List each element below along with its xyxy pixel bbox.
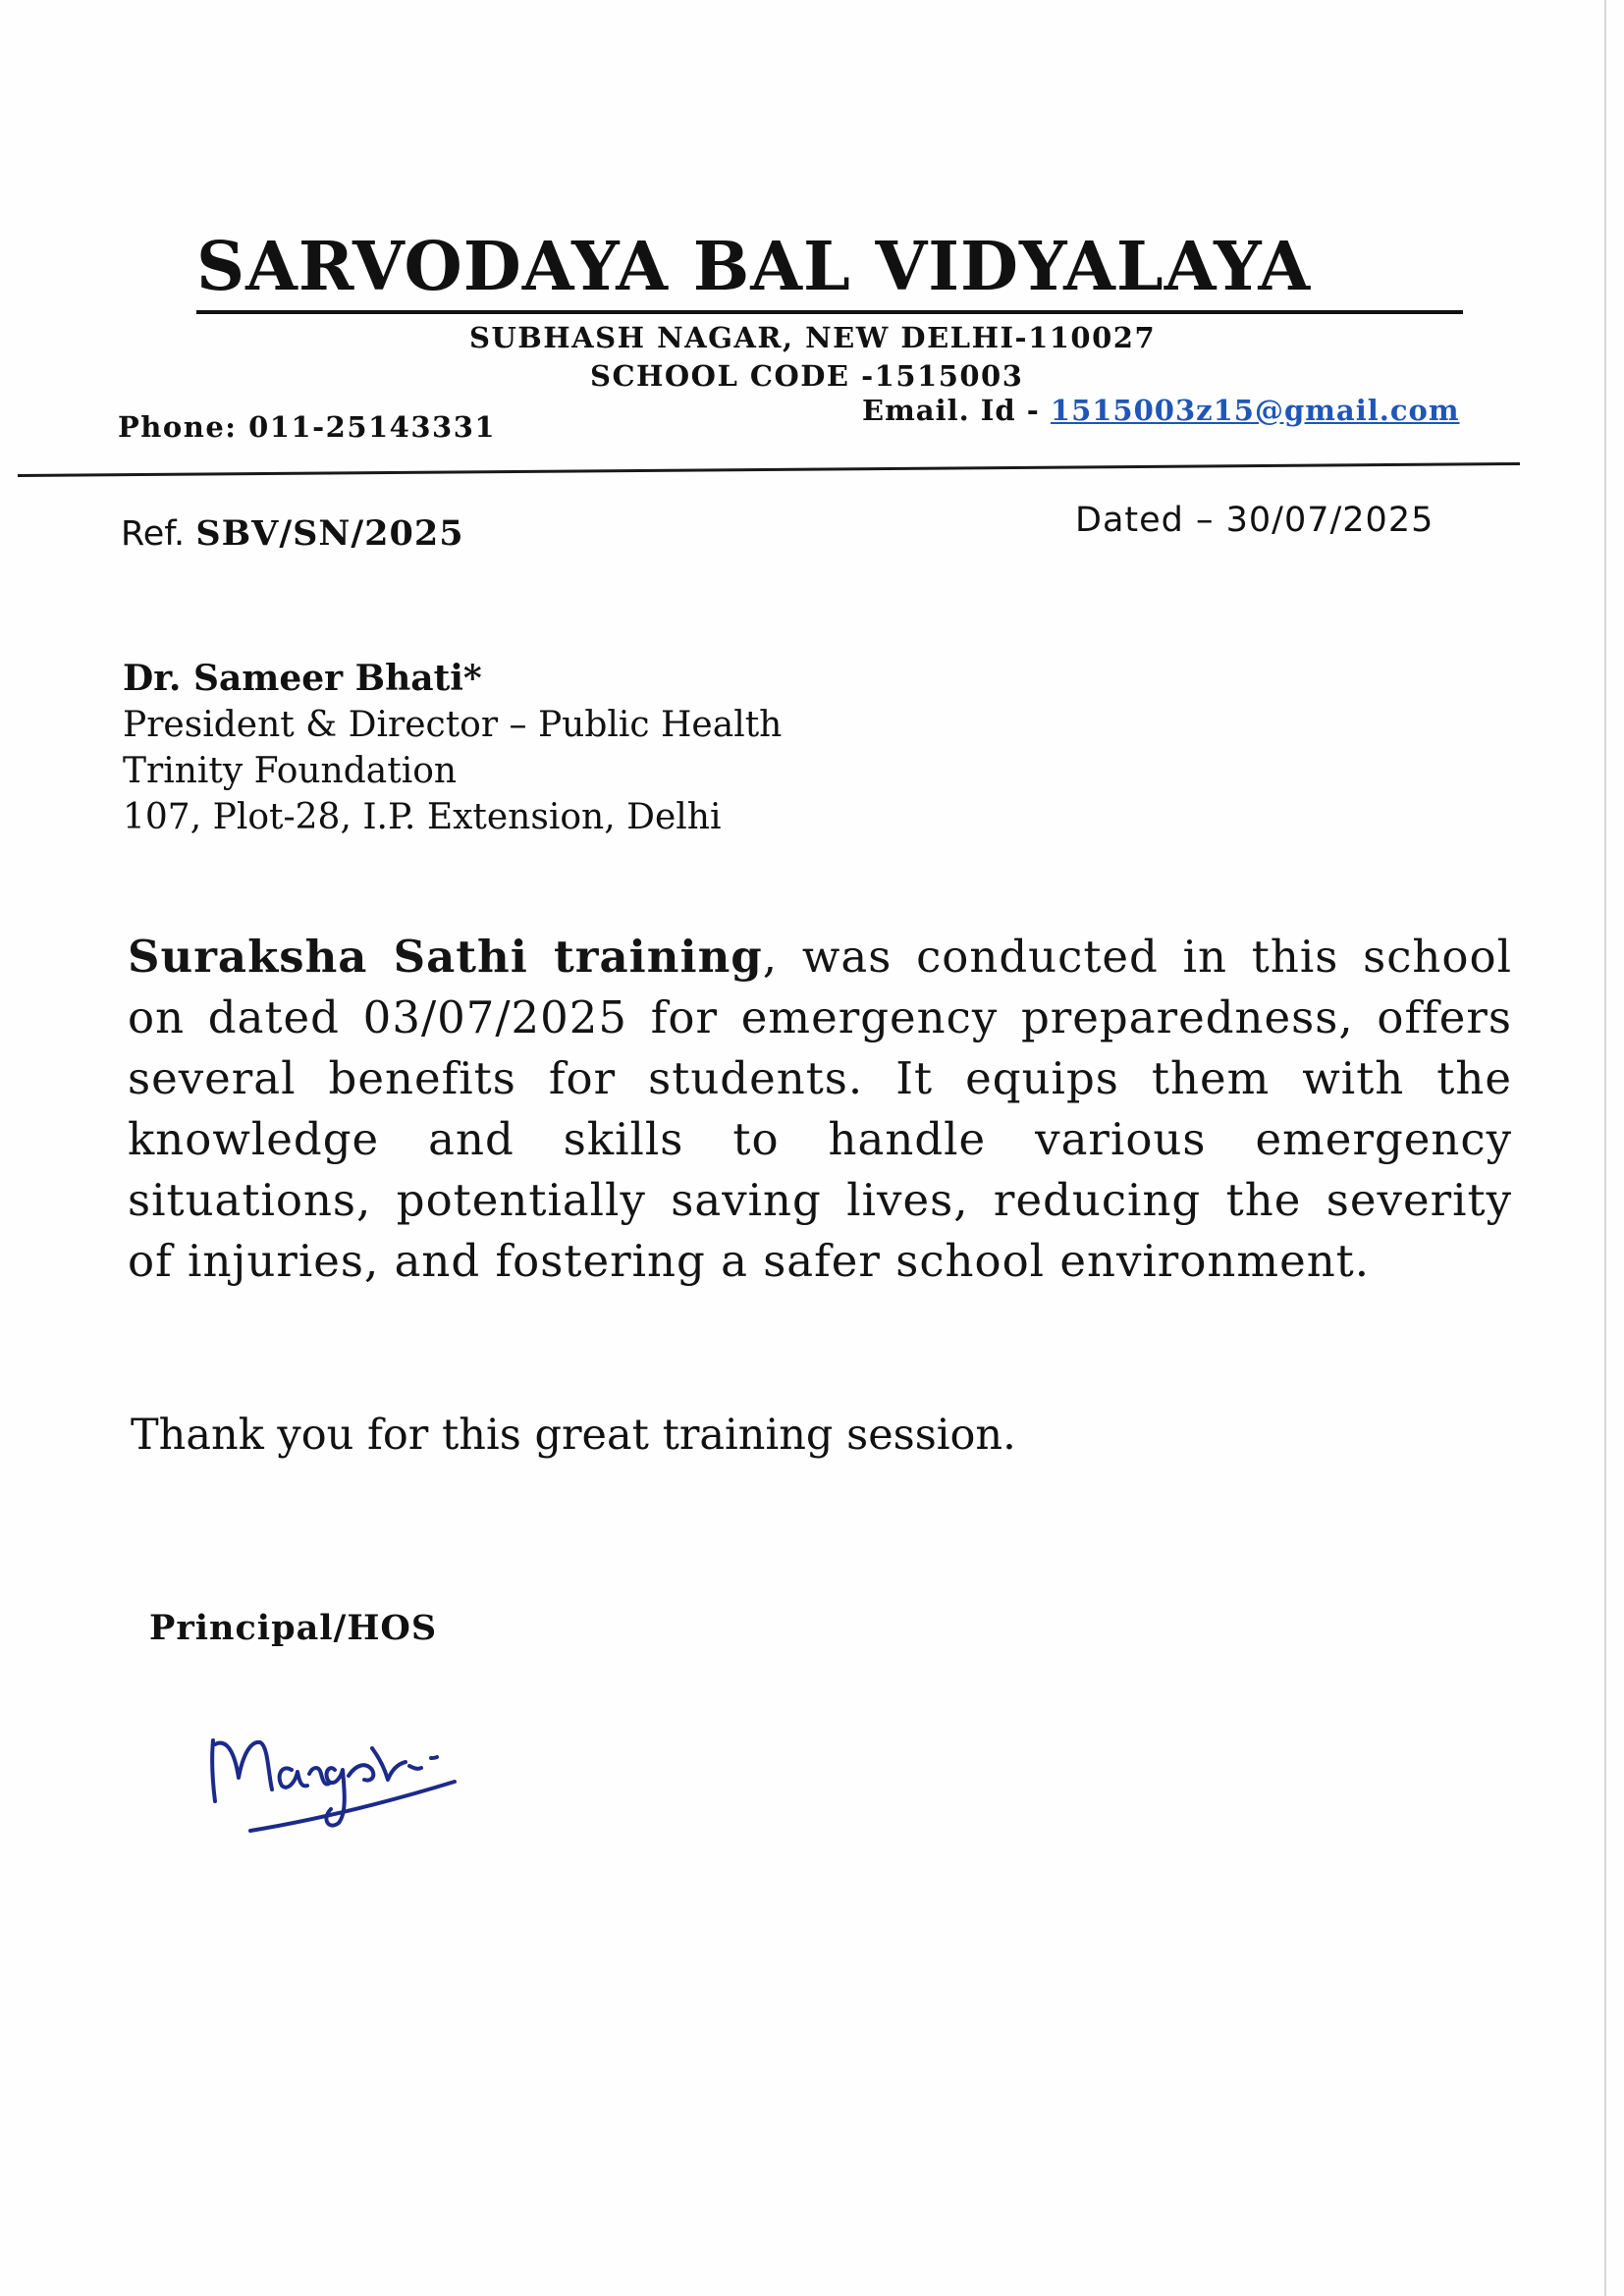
recipient-designation: President & Director – Public Health bbox=[123, 705, 783, 745]
school-name: SARVODAYA BAL VIDYALAYA bbox=[196, 228, 1312, 306]
email-label: Email. Id - bbox=[862, 394, 1051, 427]
body-text: , was conducted in this school on dated 03/07/2025 for emergency preparedness, offers several benefits for students. It equips them with the knowledge and skills to handle various emergency situations, potentially saving lives, reducing the severity of injuries, and fostering a safer school environment. bbox=[128, 931, 1512, 1287]
ref-label: Ref. bbox=[121, 514, 196, 554]
reference-line bbox=[121, 513, 464, 554]
school-address: SUBHASH NAGAR, NEW DELHI-110027 bbox=[469, 321, 1157, 354]
email-link[interactable]: 1515003z15@gmail.com bbox=[1050, 394, 1460, 427]
school-code: SCHOOL CODE -1515003 bbox=[590, 359, 1024, 393]
signatory-title: Principal/HOS bbox=[149, 1608, 438, 1648]
body-lead: Suraksha Sathi training bbox=[128, 931, 763, 983]
recipient-name: Dr. Sameer Bhati* bbox=[123, 658, 482, 699]
letter-date: Dated – 30/07/2025 bbox=[1075, 501, 1435, 540]
recipient-address: 107, Plot-28, I.P. Extension, Delhi bbox=[123, 797, 722, 837]
school-name-underline bbox=[196, 310, 1463, 314]
ref-number: SBV/SN/2025 bbox=[195, 513, 464, 554]
email-line bbox=[862, 394, 1460, 427]
letterhead-divider bbox=[18, 462, 1520, 477]
body-paragraph bbox=[128, 927, 1512, 1292]
recipient-organization: Trinity Foundation bbox=[123, 751, 458, 791]
scan-edge-divider bbox=[1604, 0, 1606, 2296]
handwritten-signature bbox=[191, 1683, 515, 1841]
recipient-block bbox=[123, 656, 782, 840]
phone-number: Phone: 011-25143331 bbox=[118, 410, 497, 444]
thank-you-line: Thank you for this great training session. bbox=[131, 1411, 1016, 1460]
